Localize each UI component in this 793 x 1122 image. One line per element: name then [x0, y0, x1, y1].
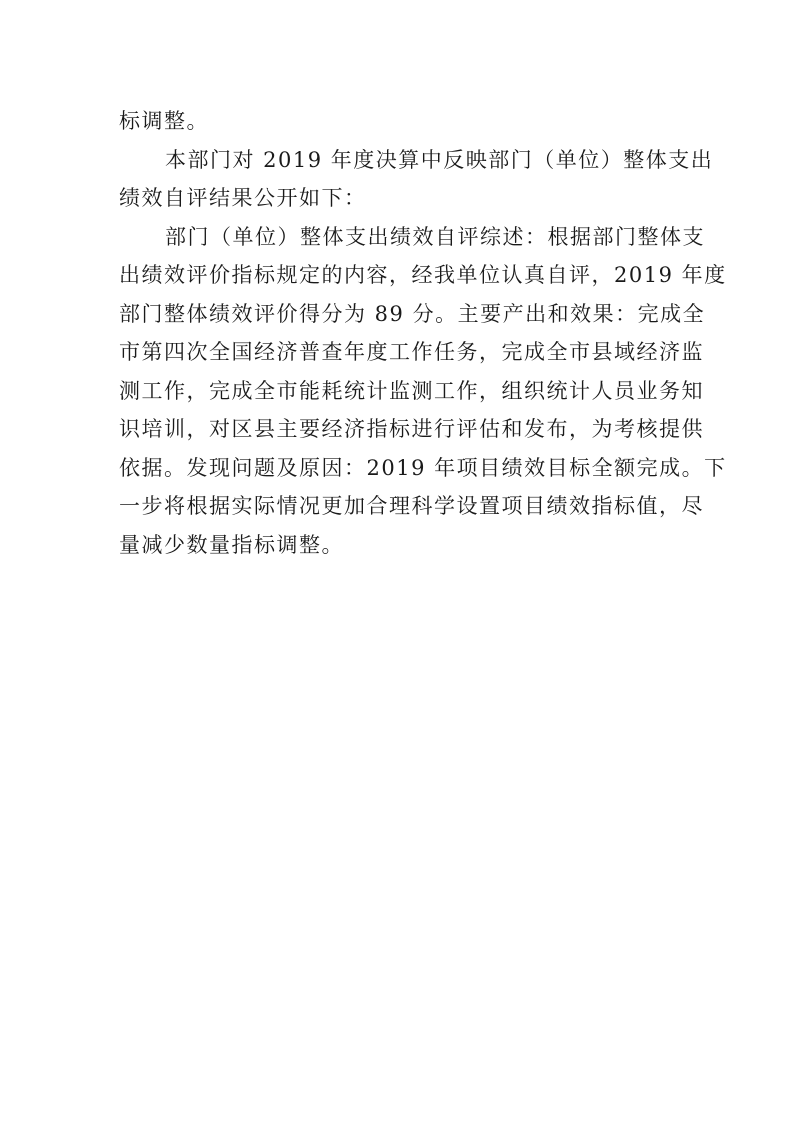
text-line: 标调整。 — [119, 109, 209, 133]
text-line: 本部门对 2019 年度决算中反映部门（单位）整体支出 — [165, 147, 714, 172]
document-body — [119, 102, 727, 564]
text-line: 绩效自评结果公开如下： — [119, 186, 367, 210]
text-line: 测工作，完成全市能耗统计监测工作，组织统计人员业务知 — [119, 378, 704, 403]
text-line: 量减少数量指标调整。 — [119, 532, 344, 557]
text-line: 部门整体绩效评价得分为 89 分。主要产出和效果：完成全 — [119, 301, 706, 326]
text-line: 一步将根据实际情况更加合理科学设置项目绩效指标值，尽 — [119, 494, 704, 518]
text-line: 部门（单位）整体支出绩效自评综述：根据部门整体支 — [165, 224, 705, 249]
text-line: 出绩效评价指标规定的内容，经我单位认真自评，2019 年度 — [119, 263, 727, 287]
text-line: 识培训，对区县主要经济指标进行评估和发布，为考核提供 — [119, 417, 704, 441]
paragraph-intro — [119, 141, 714, 218]
text-line: 依据。发现问题及原因：2019 年项目绩效目标全额完成。下 — [119, 455, 727, 480]
text-line: 市第四次全国经济普查年度工作任务，完成全市县域经济监 — [119, 340, 704, 364]
paragraph-summary — [119, 218, 727, 565]
paragraph-continuation — [119, 102, 679, 141]
